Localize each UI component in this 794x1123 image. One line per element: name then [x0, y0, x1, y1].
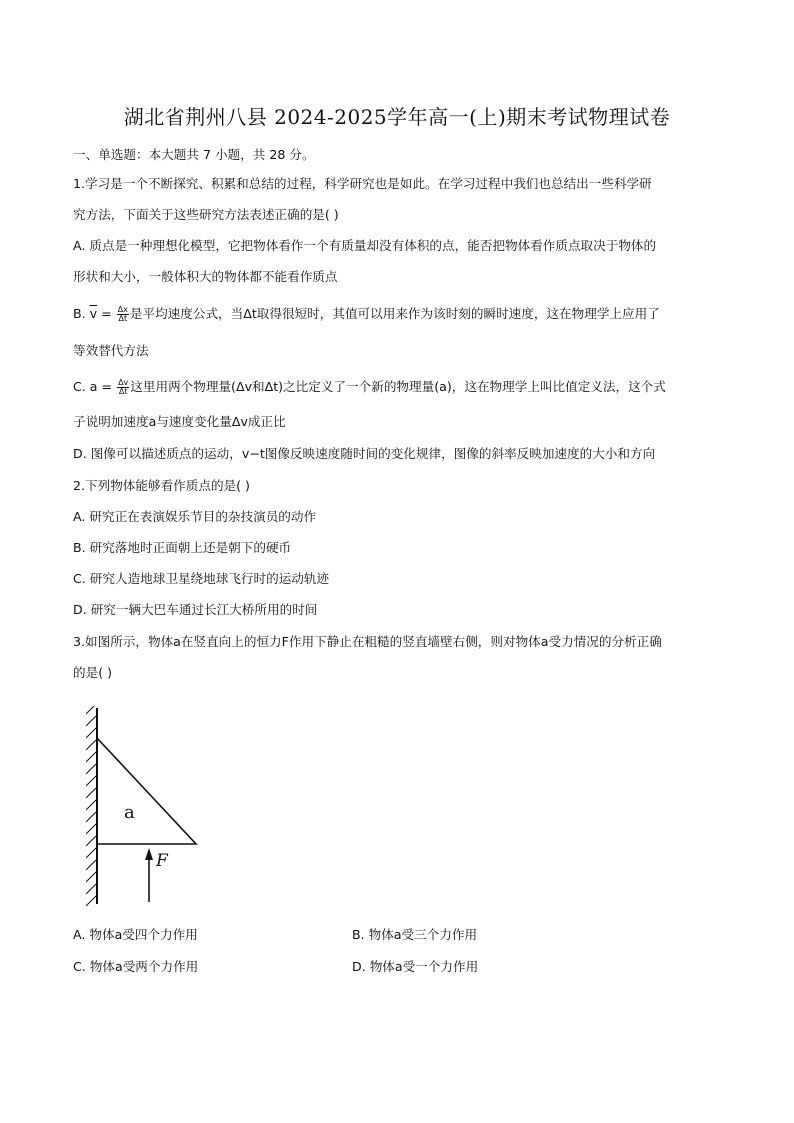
- triangle-block: [97, 738, 196, 844]
- q1-option-a-line-1: A. 质点是一种理想化模型，它把物体看作一个有质量却没有体积的点，能否把物体看作质点取决于物体的: [73, 238, 657, 253]
- q1-option-c-line-2: 子说明加速度a与速度变化量Δv成正比: [73, 414, 286, 429]
- q3-option-a: A. 物体a受四个力作用: [73, 927, 198, 942]
- fraction-denominator: Δt: [118, 314, 128, 323]
- section-heading: 一、单选题：本大题共 7 小题，共 28 分。: [73, 147, 315, 162]
- force-label: F: [156, 851, 168, 871]
- q1-option-b-prefix: B.: [73, 306, 90, 321]
- q1-option-c-text: 这里用两个物理量(Δv和Δt)之比定义了一个新的物理量(a)，这在物理学上叫比值定义法，这个式: [130, 379, 666, 394]
- fraction-dv-dt: [117, 379, 129, 396]
- q1-option-b-line-1: [73, 305, 660, 323]
- q1-option-b-line-2: 等效替代方法: [73, 343, 149, 358]
- q1-option-b-text: 是平均速度公式，当Δt取得很短时，其值可以用来作为该时刻的瞬时速度，这在物理学上应用了: [129, 306, 660, 321]
- q3-stem-line-1: 3.如图所示，物体a在竖直向上的恒力F作用下静止在粗糙的竖直墙壁右侧，则对物体a受力情况的分析正确: [73, 634, 662, 649]
- q1-option-c-line-1: [73, 378, 666, 396]
- q3-option-c: C. 物体a受两个力作用: [73, 959, 199, 974]
- fraction-dx-dt: [117, 306, 129, 323]
- fraction-numerator: Δv: [118, 378, 129, 387]
- q1-stem-line-2: 究方法，下面关于这些研究方法表述正确的是( ): [73, 207, 339, 222]
- q1-option-a-line-2: 形状和大小，一般体积大的物体都不能看作质点: [73, 269, 338, 284]
- q1-option-d: D. 图像可以描述质点的运动，v−t图像反映速度随时间的变化规律，图像的斜率反映加速度的大小和方向: [73, 446, 656, 461]
- block-label: a: [124, 802, 135, 823]
- average-velocity-symbol: $\overline{v}$: [89, 306, 98, 321]
- q3-stem-line-2: 的是( ): [73, 665, 113, 680]
- fraction-denominator: Δt: [118, 387, 128, 396]
- q3-option-b: B. 物体a受三个力作用: [352, 927, 478, 942]
- exam-title: 湖北省荆州八县 2024-2025学年高一(上)期末考试物理试卷: [123, 105, 671, 129]
- q3-option-d: D. 物体a受一个力作用: [352, 959, 479, 974]
- q2-option-b: B. 研究落地时正面朝上还是朝下的硬币: [73, 540, 292, 555]
- wall-hatching: [86, 706, 96, 906]
- q2-option-c: C. 研究人造地球卫星绕地球飞行时的运动轨迹: [73, 571, 330, 586]
- q1-option-c-prefix: C. a =: [73, 379, 117, 394]
- q1-stem-line-1: 1.学习是一个不断探究、积累和总结的过程，科学研究也是如此。在学习过程中我们也总结出一些科学研: [73, 176, 652, 191]
- q2-stem: 2.下列物体能够看作质点的是( ): [73, 478, 250, 493]
- fraction-numerator: Δx: [117, 305, 128, 314]
- q2-option-d: D. 研究一辆大巴车通过长江大桥所用的时间: [73, 602, 318, 617]
- q2-option-a: A. 研究正在表演娱乐节目的杂技演员的动作: [73, 509, 317, 524]
- equals-sign: =: [97, 306, 116, 321]
- wall-triangle-force-figure: [86, 706, 206, 906]
- force-arrow-head: [145, 848, 153, 860]
